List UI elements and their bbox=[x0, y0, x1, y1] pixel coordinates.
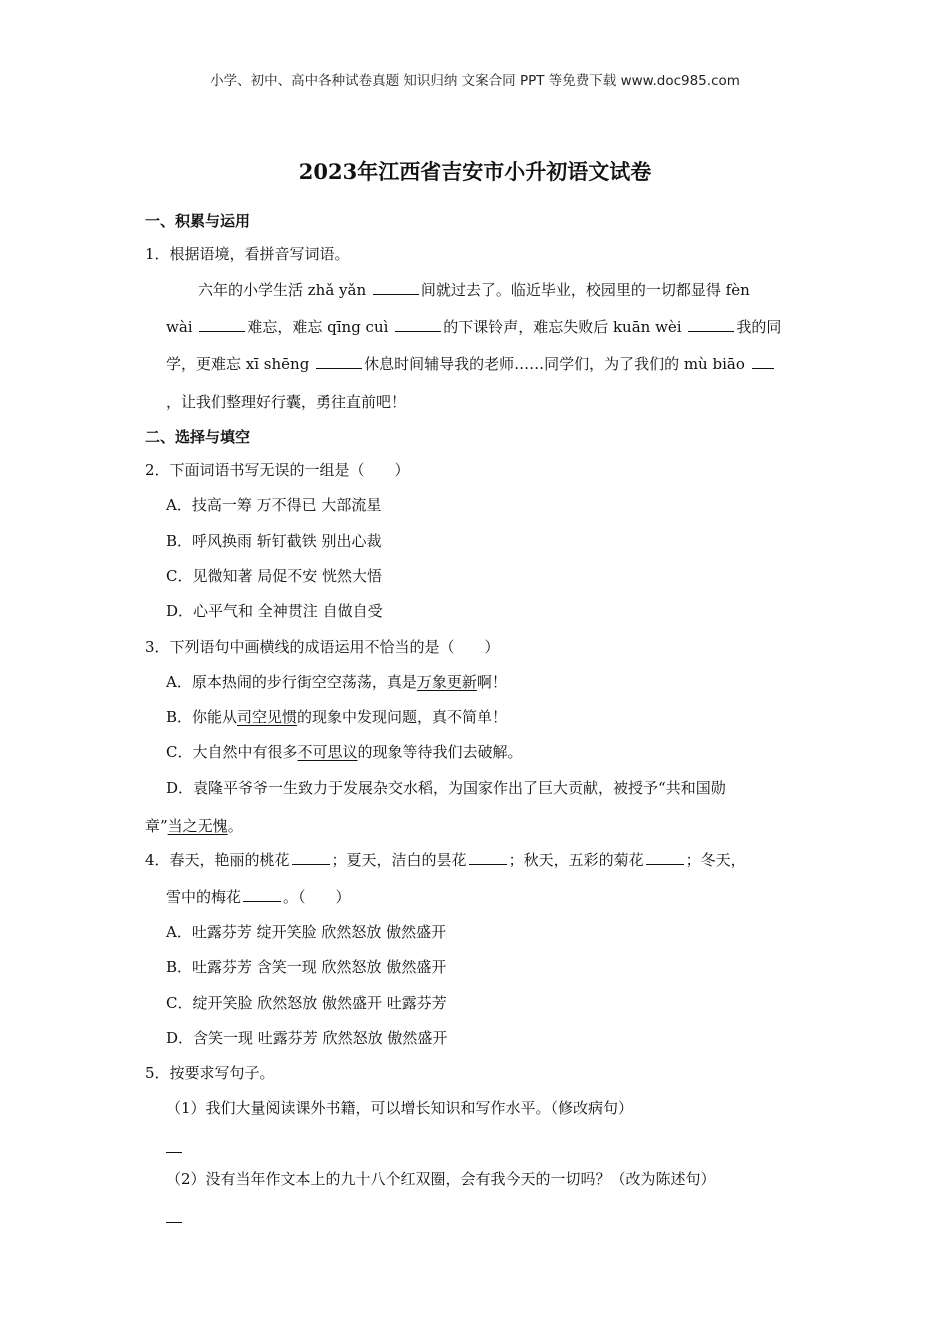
q4-stem-cont bbox=[166, 886, 351, 908]
q3-text: 啊！ bbox=[476, 673, 507, 691]
q1-text: 难忘，难忘 qīng cuì bbox=[247, 318, 394, 336]
q1-text: 间就过去了。临近毕业，校园里的一切都显得 fèn bbox=[420, 281, 750, 299]
q3-option-c[interactable] bbox=[166, 741, 523, 763]
answer-blank[interactable] bbox=[752, 354, 774, 369]
section-1-heading: 一、积累与运用 bbox=[145, 212, 251, 230]
q4-text: 4．春天，艳丽的桃花 bbox=[145, 851, 290, 869]
q2-option-b[interactable]: B．呼风换雨 斩钉截铁 别出心裁 bbox=[166, 532, 382, 550]
page-header: 小学、初中、高中各种试卷真题 知识归纳 文案合同 PPT 等免费下载 www.doc985.com bbox=[210, 73, 740, 89]
q3-text: A．原本热闹的步行街空空荡荡，真是 bbox=[166, 673, 417, 691]
q5-sub-1: （1）我们大量阅读课外书籍，可以增长知识和写作水平。（修改病句） bbox=[166, 1099, 634, 1117]
q4-option-d[interactable]: D．含笑一现 吐露芬芳 欣然怒放 傲然盛开 bbox=[166, 1029, 448, 1047]
q1-text: 学，更难忘 xī shēng bbox=[166, 355, 315, 373]
q3-text: C．大自然中有很多 bbox=[166, 743, 298, 761]
q1-text: 休息时间辅导我的老师……同学们，为了我们的 mù biāo bbox=[364, 355, 750, 373]
underlined-idiom: 不可思议 bbox=[297, 743, 358, 761]
q2-stem: 2．下面词语书写无误的一组是（ ） bbox=[145, 461, 410, 479]
q3-text: 的现象中发现问题，真不简单！ bbox=[297, 708, 508, 726]
q2-option-a[interactable]: A．技高一筹 万不得已 大部流星 bbox=[166, 496, 382, 514]
q4-text: ；冬天， bbox=[685, 851, 746, 869]
q1-text: 六年的小学生活 zhǎ yǎn bbox=[198, 281, 371, 299]
q1-line-1 bbox=[198, 279, 750, 301]
q5-sub-2: （2）没有当年作文本上的九十八个红双圈，会有我今天的一切吗？（改为陈述句） bbox=[166, 1170, 716, 1188]
section-2-heading: 二、选择与填空 bbox=[145, 428, 251, 446]
q2-option-c[interactable]: C．见微知著 局促不安 恍然大悟 bbox=[166, 567, 383, 585]
answer-blank[interactable] bbox=[469, 850, 507, 865]
q1-line-3 bbox=[166, 353, 776, 375]
answer-blank[interactable] bbox=[646, 850, 684, 865]
answer-blank[interactable] bbox=[373, 280, 419, 295]
answer-blank[interactable] bbox=[243, 887, 281, 902]
answer-blank[interactable] bbox=[688, 317, 734, 332]
q4-text: 。（ ） bbox=[283, 888, 351, 906]
q4-option-c[interactable]: C．绽开笑脸 欣然怒放 傲然盛开 吐露芬芳 bbox=[166, 994, 447, 1012]
answer-line[interactable] bbox=[166, 1222, 182, 1223]
q1-text: 我的同 bbox=[736, 318, 782, 336]
q3-text: 的现象等待我们去破解。 bbox=[357, 743, 523, 761]
q3-option-d-cont bbox=[145, 815, 243, 837]
q1-text: wài bbox=[166, 318, 198, 336]
q1-text: 的下课铃声，难忘失败后 kuān wèi bbox=[443, 318, 687, 336]
answer-blank[interactable] bbox=[316, 354, 362, 369]
q3-stem: 3．下列语句中画横线的成语运用不恰当的是（ ） bbox=[145, 638, 500, 656]
q4-text: 雪中的梅花 bbox=[166, 888, 242, 906]
page-title: 2023年江西省吉安市小升初语文试卷 bbox=[298, 159, 652, 184]
q3-option-d[interactable]: D．袁隆平爷爷一生致力于发展杂交水稻，为国家作出了巨大贡献，被授予“共和国勋 bbox=[166, 779, 726, 797]
q3-text: 。 bbox=[227, 817, 243, 835]
q2-option-d[interactable]: D．心平气和 全神贯注 自做自受 bbox=[166, 602, 383, 620]
underlined-idiom: 司空见惯 bbox=[237, 708, 298, 726]
q4-option-b[interactable]: B．吐露芬芳 含笑一现 欣然怒放 傲然盛开 bbox=[166, 958, 447, 976]
q4-option-a[interactable]: A．吐露芬芳 绽开笑脸 欣然怒放 傲然盛开 bbox=[166, 923, 447, 941]
q3-option-b[interactable] bbox=[166, 706, 507, 728]
q1-line-2 bbox=[166, 316, 781, 338]
underlined-idiom: 万象更新 bbox=[416, 673, 477, 691]
q3-text: 章” bbox=[145, 817, 168, 835]
answer-blank[interactable] bbox=[292, 850, 330, 865]
underlined-idiom: 当之无愧 bbox=[167, 817, 228, 835]
q4-text: ；夏天，洁白的昙花 bbox=[331, 851, 467, 869]
q1-stem: 1．根据语境，看拼音写词语。 bbox=[145, 245, 350, 263]
answer-blank[interactable] bbox=[199, 317, 245, 332]
q3-text: B．你能从 bbox=[166, 708, 238, 726]
q5-stem: 5．按要求写句子。 bbox=[145, 1064, 275, 1082]
q4-stem bbox=[145, 849, 746, 871]
q3-option-a[interactable] bbox=[166, 671, 507, 693]
q4-text: ；秋天，五彩的菊花 bbox=[508, 851, 644, 869]
answer-blank[interactable] bbox=[395, 317, 441, 332]
answer-line[interactable] bbox=[166, 1152, 182, 1153]
q1-line-4: ，让我们整理好行囊，勇往直前吧！ bbox=[166, 393, 407, 411]
